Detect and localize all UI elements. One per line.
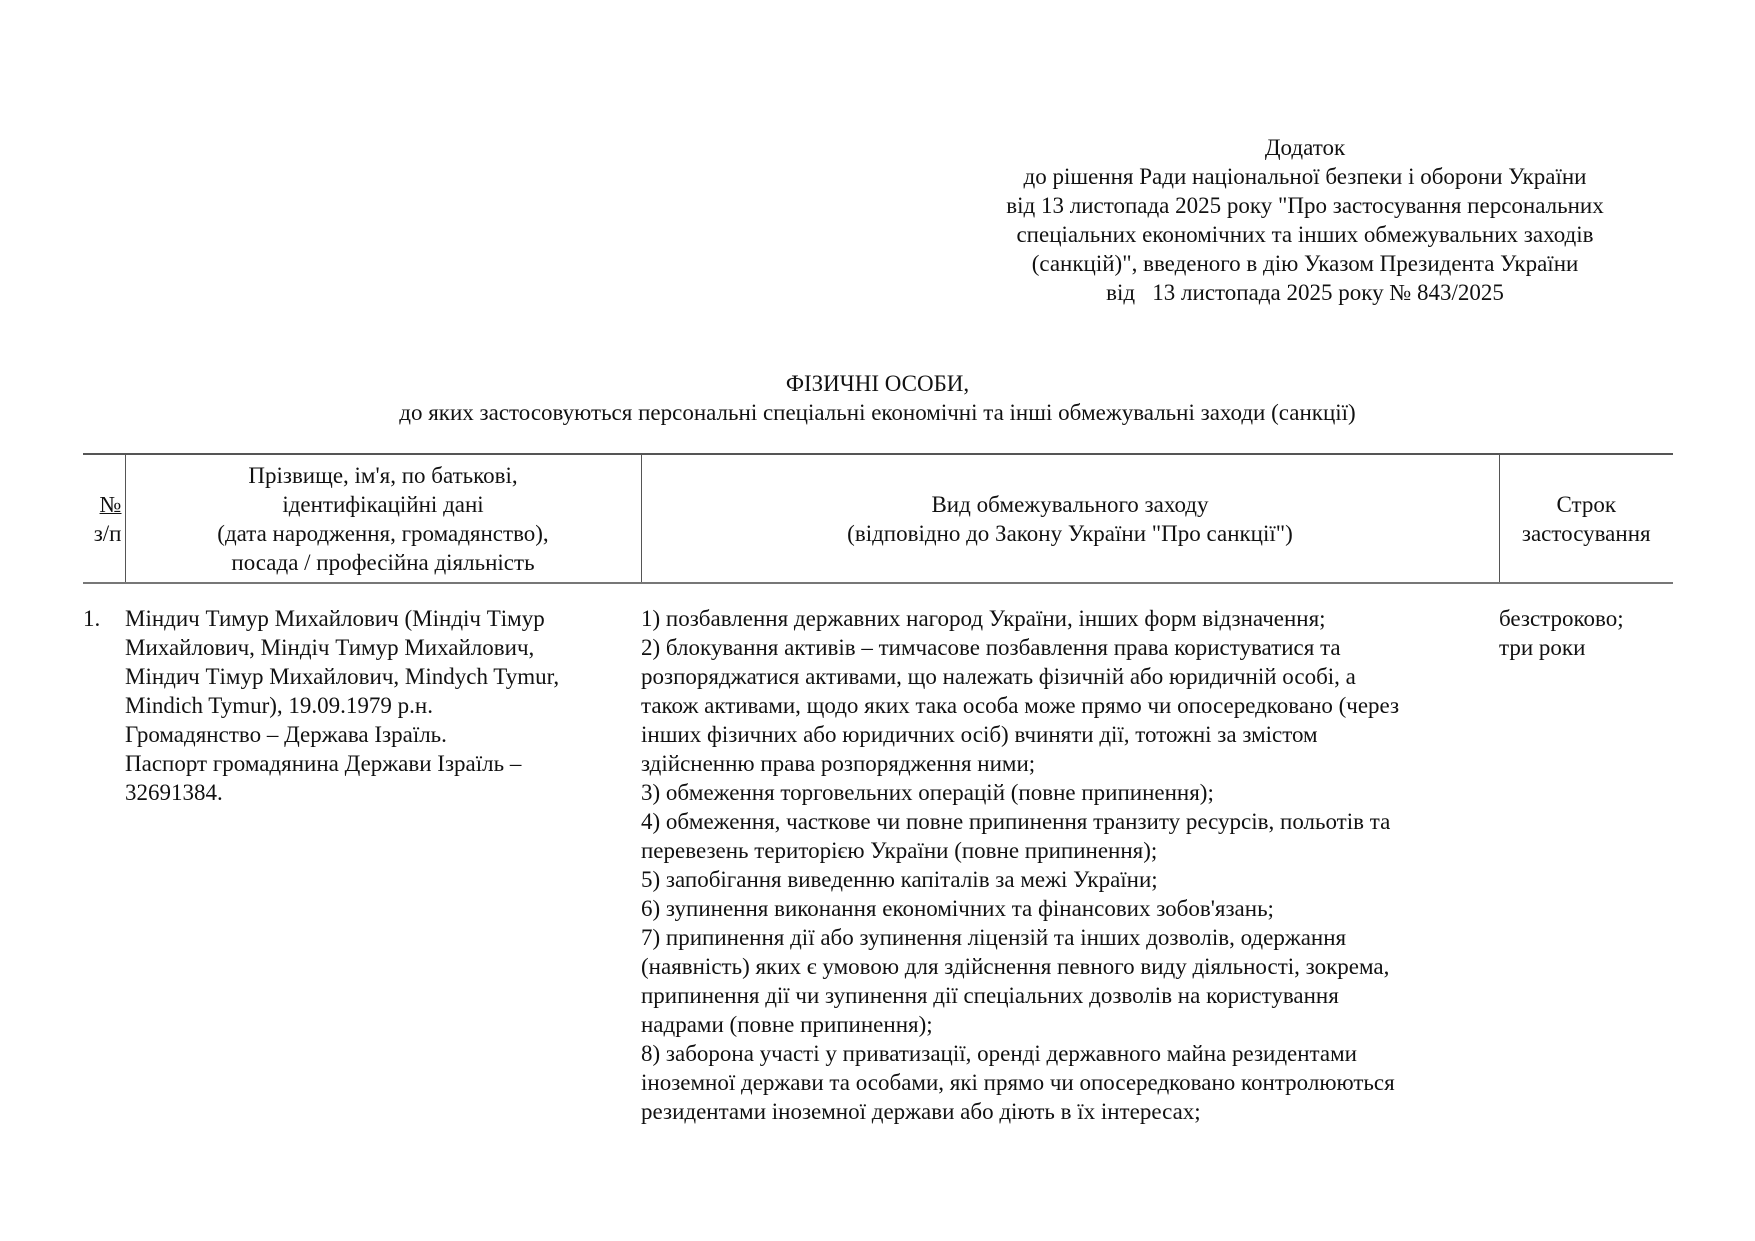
person-line: Міндич Тимур Михайлович (Міндіч Тімур — [125, 606, 545, 631]
measure-line: 3) обмеження торговельних операцій (повне припинення); — [641, 780, 1214, 805]
header-person-line: Прізвище, ім'я, по батькові, — [248, 462, 518, 488]
title-main: ФІЗИЧНІ ОСОБИ, — [785, 371, 970, 396]
measure-line: надрами (повне припинення); — [641, 1012, 933, 1037]
measure-line: інших фізичних або юридичних осіб) вчиняти дії, тотожні за змістом — [641, 722, 1318, 747]
appendix-header — [960, 133, 1650, 307]
header-term — [1499, 454, 1673, 583]
header-term-line: застосування — [1521, 520, 1651, 546]
header-person-line: (дата народження, громадянство), — [217, 520, 549, 546]
measure-line: іноземної держави та особами, які прямо чи опосередковано контролюються — [641, 1070, 1395, 1095]
person-line: Громадянство – Держава Ізраїль. — [125, 722, 447, 747]
sanctions-table — [83, 453, 1673, 1126]
header-term-line: Строк — [1556, 491, 1617, 517]
term-line: безстроково; — [1499, 606, 1624, 631]
title-subtitle: до яких застосовуються персональні спеціальні економічні та інші обмежувальні заходи (санкції) — [399, 400, 1356, 425]
measure-line: 7) припинення дії або зупинення ліцензій та інших дозволів, одержання — [641, 925, 1347, 950]
measures-cell — [641, 583, 1499, 1126]
appendix-line: від 13 листопада 2025 року "Про застосування персональних — [1006, 193, 1604, 218]
measure-line: здійсненню права розпорядження ними; — [641, 751, 1036, 776]
person-cell — [125, 583, 641, 1126]
row-number: 1. — [83, 606, 101, 631]
header-person-line: ідентифікаційні дані — [282, 491, 484, 517]
number-sub: з/п — [93, 520, 122, 546]
header-measure — [641, 454, 1499, 583]
header-person-line: посада / професійна діяльність — [231, 549, 535, 575]
header-measure-line: (відповідно до Закону України "Про санкції") — [847, 520, 1293, 546]
number-sign: № — [99, 491, 122, 517]
measure-line: перевезень територією України (повне припинення); — [641, 838, 1158, 863]
measure-line: також активами, щодо яких така особа може прямо чи опосередковано (через — [641, 693, 1400, 718]
measure-line: 5) запобігання виведенню капіталів за межі України; — [641, 867, 1158, 892]
measure-line: 1) позбавлення державних нагород України, інших форм відзначення; — [641, 606, 1326, 631]
appendix-decree-line: від 13 листопада 2025 року № 843/2025 — [1106, 280, 1504, 305]
appendix-line: до рішення Ради національної безпеки і оборони України — [1023, 164, 1587, 189]
header-measure-line: Вид обмежувального заходу — [931, 491, 1209, 517]
appendix-line: спеціальних економічних та інших обмежувальних заходів — [1016, 222, 1594, 247]
appendix-line: (санкцій)", введеного в дію Указом Президента України — [1031, 251, 1579, 276]
person-line: Міндич Тімур Михайлович, Mindych Tymur, — [125, 664, 560, 689]
measure-line: 2) блокування активів – тимчасове позбавлення права користуватися та — [641, 635, 1341, 660]
measure-line: 8) заборона участі у приватизації, оренді державного майна резидентами — [641, 1041, 1357, 1066]
document-title — [0, 369, 1755, 427]
header-number — [83, 454, 125, 583]
measure-line: (наявність) яких є умовою для здійснення певного виду діяльності, зокрема, — [641, 954, 1390, 979]
term-line: три роки — [1499, 635, 1586, 660]
header-person — [125, 454, 641, 583]
person-line: Паспорт громадянина Держави Ізраїль – — [125, 751, 522, 776]
table-row — [83, 583, 1673, 1126]
measure-line: 6) зупинення виконання економічних та фінансових зобов'язань; — [641, 896, 1274, 921]
term-cell — [1499, 583, 1673, 1126]
measure-line: 4) обмеження, часткове чи повне припинення транзиту ресурсів, польотів та — [641, 809, 1391, 834]
person-line: 32691384. — [125, 780, 223, 805]
measure-line: резидентами іноземної держави або діють в їх інтересах; — [641, 1099, 1201, 1124]
person-line: Mindich Tymur), 19.09.1979 р.н. — [125, 693, 433, 718]
person-line: Михайлович, Міндіч Тимур Михайлович, — [125, 635, 535, 660]
measure-line: припинення дії чи зупинення дії спеціальних дозволів на користування — [641, 983, 1339, 1008]
table-header-row — [83, 454, 1673, 583]
appendix-label: Додаток — [1264, 135, 1346, 160]
measure-line: розпоряджатися активами, що належать фізичній або юридичній особі, а — [641, 664, 1356, 689]
